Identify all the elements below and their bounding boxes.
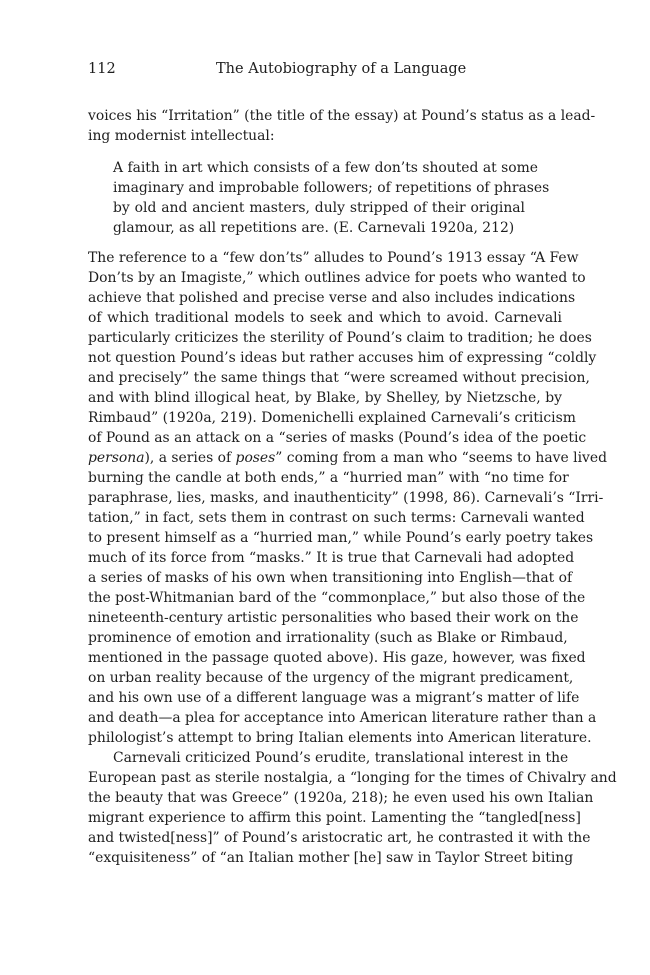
text-line: and precisely” the same things that “were screamed without precision, (88, 370, 590, 386)
text-line: and death—a plea for acceptance into American literature rather than a (88, 710, 597, 726)
text-line: and twisted[ness]” of Pound’s aristocratic art, he contrasted it with the (88, 830, 591, 846)
block-quote (113, 158, 550, 238)
text-span: ), a series of (144, 450, 236, 466)
text-line: migrant experience to affirm this point. Lamenting the “tangled[ness] (88, 810, 581, 826)
text-line: of Pound as an attack on a “series of masks (Pound’s idea of the poetic (88, 430, 587, 446)
text-line: much of its force from “masks.” It is true that Carnevali had adopted (88, 550, 575, 566)
text-line: Carnevali criticized Pound’s erudite, translational interest in the (113, 750, 569, 766)
text-line: “exquisiteness” of “an Italian mother [he] saw in Taylor Street biting (88, 850, 574, 866)
italic-word: persona (88, 450, 145, 466)
paragraph (88, 748, 617, 868)
text-line: prominence of emotion and irrationality (such as Blake or Rimbaud, (88, 630, 568, 646)
quote-line: imaginary and improbable followers; of repetitions of phrases (113, 180, 550, 196)
text-line: voices his “Irritation” (the title of the essay) at Pound’s status as a lead- (88, 108, 596, 124)
text-line (88, 448, 607, 468)
text-line: mentioned in the passage quoted above). His gaze, however, was fixed (88, 650, 586, 666)
quote-line: A faith in art which consists of a few don’ts shouted at some (113, 160, 538, 176)
text-line: philologist’s attempt to bring Italian elements into American literature. (88, 730, 592, 746)
page-header (88, 59, 562, 81)
text-line: particularly criticizes the sterility of Pound’s claim to tradition; he does (88, 330, 592, 346)
text-line: not question Pound’s ideas but rather accuses him of expressing “coldly (88, 350, 597, 366)
text-line: and with blind illogical heat, by Blake, by Shelley, by Nietzsche, by (88, 390, 562, 406)
text-line: burning the candle at both ends,” a “hurried man” with “no time for (88, 470, 569, 486)
text-line: nineteenth-century artistic personalities who based their work on the (88, 610, 579, 626)
page-number: 112 (88, 61, 116, 77)
text-line: to present himself as a “hurried man,” while Pound’s early poetry takes (88, 530, 594, 546)
paragraph (88, 248, 607, 748)
text-line: on urban reality because of the urgency of the migrant predicament, (88, 670, 574, 686)
intro-paragraph (88, 106, 596, 146)
text-line: Rimbaud” (1920a, 219). Domenichelli explained Carnevali’s criticism (88, 410, 576, 426)
text-line: achieve that polished and precise verse and also includes indications (88, 290, 576, 306)
quote-line: glamour, as all repetitions are. (E. Carnevali 1920a, 212) (113, 220, 515, 236)
text-line: European past as sterile nostalgia, a “longing for the times of Chivalry and (88, 770, 617, 786)
quote-line: by old and ancient masters, duly stripped of their original (113, 200, 525, 216)
running-head: The Autobiography of a Language (216, 61, 467, 77)
italic-word: poses (235, 450, 276, 466)
text-line: paraphrase, lies, masks, and inauthenticity” (1998, 86). Carnevali’s “Irri- (88, 490, 604, 506)
text-line: and his own use of a different language was a migrant’s matter of life (88, 690, 580, 706)
text-span: ” coming from a man who “seems to have lived (275, 450, 607, 466)
text-line: a series of masks of his own when transitioning into English—that of (88, 570, 573, 586)
text-line: of which traditional models to seek and which to avoid. Carnevali (88, 310, 562, 326)
text-line: ing modernist intellectual: (88, 128, 275, 144)
text-line: The reference to a “few don’ts” alludes to Pound’s 1913 essay “A Few (88, 250, 579, 266)
text-line: tation,” in fact, sets them in contrast on such terms: Carnevali wanted (88, 510, 585, 526)
body-text (88, 106, 617, 868)
text-line: the post-Whitmanian bard of the “commonplace,” but also those of the (88, 590, 586, 606)
text-line: Don’ts by an Imagiste,” which outlines advice for poets who wanted to (88, 270, 586, 286)
text-line: the beauty that was Greece” (1920a, 218); he even used his own Italian (88, 790, 594, 806)
